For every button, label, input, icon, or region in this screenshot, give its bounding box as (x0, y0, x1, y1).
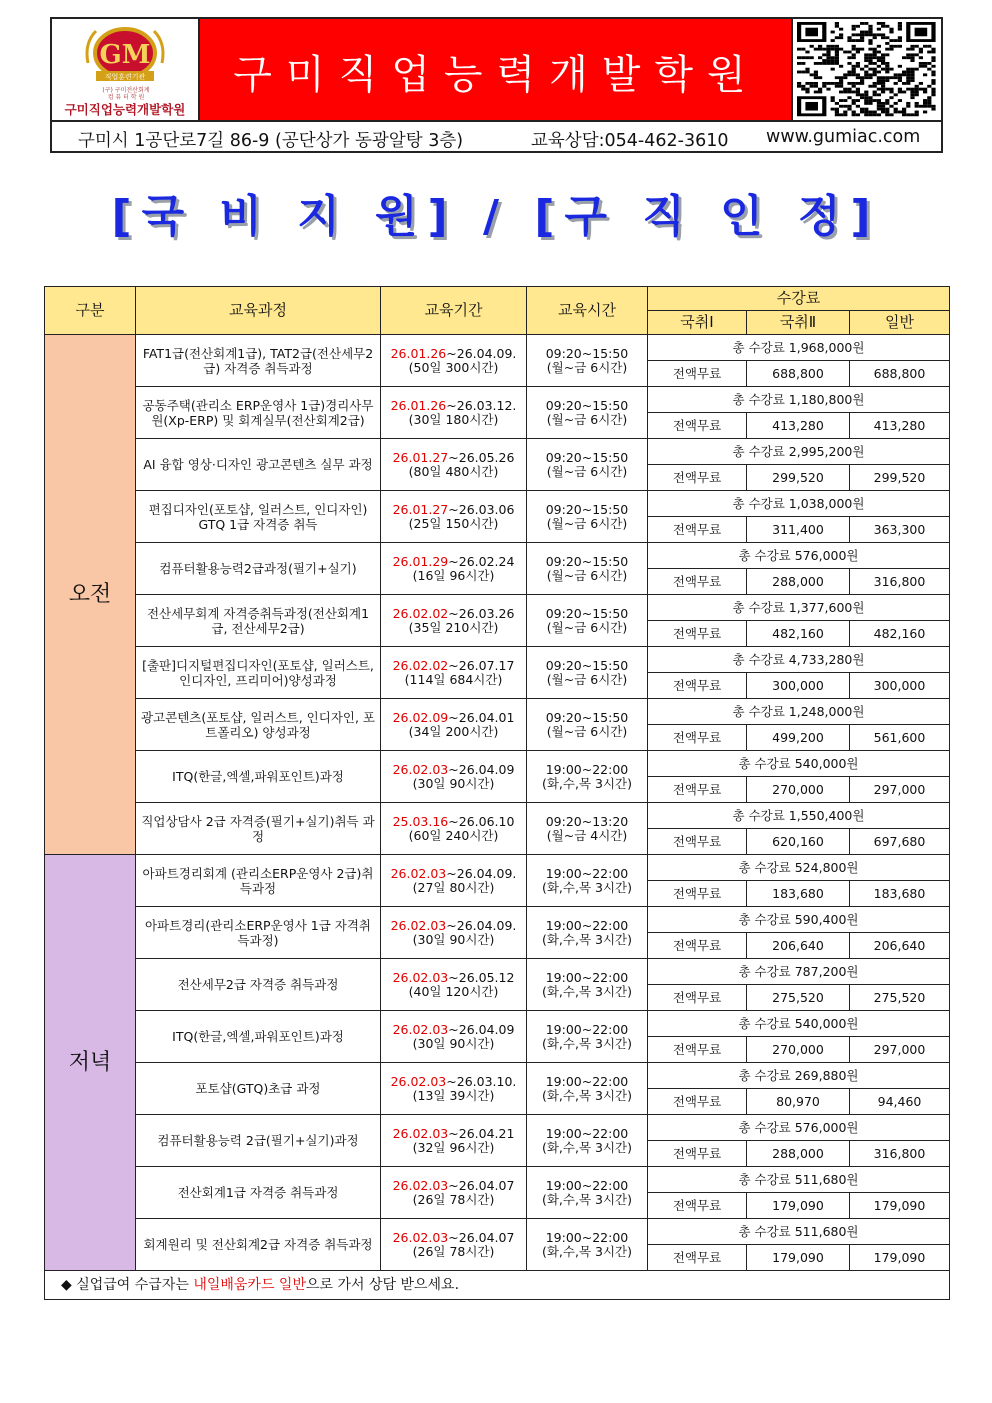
fee-kukchwi2: 688,800 (747, 361, 850, 387)
days-week: (월~금 6시간) (546, 359, 628, 375)
total-fee: 총 수강료 269,880원 (648, 1063, 950, 1089)
end-date: ~26.04.07 (448, 1177, 515, 1193)
course-time (527, 1115, 648, 1167)
fee-kukchwi2: 270,000 (747, 777, 850, 803)
gm-logo-icon (82, 23, 168, 93)
hours: 19:00~22:00 (545, 761, 629, 777)
fee-kukchwi1: 전액무료 (648, 1141, 747, 1167)
total-fee: 총 수강료 540,000원 (648, 1011, 950, 1037)
days-week: (월~금 6시간) (546, 619, 628, 635)
fee-general: 561,600 (850, 725, 950, 751)
footer-note-row (45, 1271, 950, 1300)
academy-title: 구미직업능력개발학원 (233, 52, 760, 98)
course-time (527, 1011, 648, 1063)
course-days: (25일 150시간) (408, 515, 499, 531)
total-fee: 총 수강료 590,400원 (648, 907, 950, 933)
fee-general: 316,800 (850, 569, 950, 595)
hours: 19:00~22:00 (545, 865, 629, 881)
fee-kukchwi1: 전액무료 (648, 465, 747, 491)
course-days: (26일 78시간) (412, 1191, 495, 1207)
table-row (45, 491, 950, 517)
course-name: 아파트경리회계 (관리소ERP운영사 2급)취득과정 (136, 855, 381, 907)
note-text: 실업급여 수급자는 (76, 1276, 194, 1293)
total-fee: 총 수강료 511,680원 (648, 1167, 950, 1193)
logo (52, 19, 200, 120)
total-fee: 총 수강료 1,038,000원 (648, 491, 950, 517)
course-days: (32일 96시간) (412, 1139, 495, 1155)
end-date: ~26.04.09. (446, 865, 517, 881)
start-date: 26.02.03 (390, 1073, 447, 1089)
start-date: 26.02.02 (392, 657, 449, 673)
end-date: ~26.02.24 (448, 553, 515, 569)
course-days: (16일 96시간) (412, 567, 495, 583)
start-date: 26.01.27 (392, 449, 449, 465)
svg-text:GM: GM (99, 40, 151, 70)
course-time (527, 335, 648, 387)
header-fee1: 국취Ⅰ (648, 311, 747, 335)
days-week: (화,수,목 3시간) (541, 1087, 632, 1103)
fee-general: 697,680 (850, 829, 950, 855)
table-row (45, 543, 950, 569)
course-name: 전산세무2급 자격증 취득과정 (136, 959, 381, 1011)
start-date: 26.01.26 (390, 397, 447, 413)
hours: 19:00~22:00 (545, 1021, 629, 1037)
course-time (527, 595, 648, 647)
fee-kukchwi1: 전액무료 (648, 829, 747, 855)
header-fee3: 일반 (850, 311, 950, 335)
course-name: 포토샵(GTQ)초급 과정 (136, 1063, 381, 1115)
start-date: 26.01.26 (390, 345, 447, 361)
days-week: (화,수,목 3시간) (541, 931, 632, 947)
end-date: ~26.04.09 (448, 761, 515, 777)
days-week: (화,수,목 3시간) (541, 983, 632, 999)
start-date: 25.03.16 (392, 813, 449, 829)
days-week: (화,수,목 3시간) (541, 1191, 632, 1207)
hours: 09:20~15:50 (545, 657, 629, 673)
total-fee: 총 수강료 2,995,200원 (648, 439, 950, 465)
fee-kukchwi2: 299,520 (747, 465, 850, 491)
course-period (381, 491, 527, 543)
course-period (381, 907, 527, 959)
header-time: 교육시간 (527, 287, 648, 335)
course-period (381, 335, 527, 387)
end-date: ~26.04.01 (448, 709, 515, 725)
fee-kukchwi1: 전액무료 (648, 881, 747, 907)
fee-general: 275,520 (850, 985, 950, 1011)
total-fee: 총 수강료 511,680원 (648, 1219, 950, 1245)
start-date: 26.02.03 (392, 1021, 449, 1037)
note-highlight: 내일배움카드 일반 (193, 1276, 306, 1293)
fee-kukchwi2: 482,160 (747, 621, 850, 647)
course-period (381, 647, 527, 699)
start-date: 26.02.03 (392, 1229, 449, 1245)
course-days: (30일 90시간) (412, 1035, 495, 1051)
days-week: (화,수,목 3시간) (541, 775, 632, 791)
fee-kukchwi1: 전액무료 (648, 413, 747, 439)
fee-kukchwi2: 179,090 (747, 1193, 850, 1219)
fee-kukchwi2: 413,280 (747, 413, 850, 439)
fee-kukchwi2: 275,520 (747, 985, 850, 1011)
course-period (381, 751, 527, 803)
course-period (381, 595, 527, 647)
fee-kukchwi1: 전액무료 (648, 725, 747, 751)
group-label: 오전 (45, 335, 136, 855)
hours: 09:20~15:50 (545, 605, 629, 621)
logo-name: 구미직업능력개발학원 (64, 102, 186, 117)
days-week: (월~금 6시간) (546, 671, 628, 687)
course-time (527, 959, 648, 1011)
course-days: (13일 39시간) (412, 1087, 495, 1103)
fee-kukchwi1: 전액무료 (648, 777, 747, 803)
end-date: ~26.05.26 (448, 449, 515, 465)
hours: 19:00~22:00 (545, 1177, 629, 1193)
fee-general: 299,520 (850, 465, 950, 491)
end-date: ~26.04.07 (448, 1229, 515, 1245)
course-period (381, 387, 527, 439)
hours: 19:00~22:00 (545, 917, 629, 933)
course-period (381, 1011, 527, 1063)
start-date: 26.02.03 (390, 917, 447, 933)
fee-kukchwi1: 전액무료 (648, 1037, 747, 1063)
fee-kukchwi1: 전액무료 (648, 1193, 747, 1219)
total-fee: 총 수강료 1,968,000원 (648, 335, 950, 361)
days-week: (월~금 6시간) (546, 411, 628, 427)
fee-general: 94,460 (850, 1089, 950, 1115)
course-time (527, 907, 648, 959)
course-days: (35일 210시간) (408, 619, 499, 635)
course-name: 컴퓨터활용능력2급과정(필기+실기) (136, 543, 381, 595)
table-row (45, 1219, 950, 1245)
header-course: 교육과정 (136, 287, 381, 335)
table-row (45, 855, 950, 881)
total-fee: 총 수강료 1,377,600원 (648, 595, 950, 621)
start-date: 26.02.03 (390, 865, 447, 881)
total-fee: 총 수강료 4,733,280원 (648, 647, 950, 673)
table-row (45, 647, 950, 673)
table-row (45, 387, 950, 413)
course-period (381, 959, 527, 1011)
logo-subtitle: 컴 퓨 터 학 원 (107, 94, 145, 101)
diamond-bullet-icon: ◆ (61, 1276, 72, 1293)
course-period (381, 699, 527, 751)
course-name: 컴퓨터활용능력 2급(필기+실기)과정 (136, 1115, 381, 1167)
svg-text:직업훈련기관: 직업훈련기관 (104, 73, 146, 81)
contact-bar (52, 120, 941, 151)
course-name: AI 융합 영상·디자인 광고콘텐츠 실무 과정 (136, 439, 381, 491)
course-days: (50일 300시간) (408, 359, 499, 375)
course-period (381, 1167, 527, 1219)
course-time (527, 699, 648, 751)
end-date: ~26.04.09. (446, 917, 517, 933)
total-fee: 총 수강료 540,000원 (648, 751, 950, 777)
table-row (45, 1063, 950, 1089)
course-table (44, 286, 950, 1300)
hours: 09:20~13:20 (545, 813, 629, 829)
start-date: 26.01.27 (392, 501, 449, 517)
note-text: 으로 가서 상담 받으세요. (305, 1276, 460, 1293)
start-date: 26.02.03 (392, 761, 449, 777)
end-date: ~26.04.09 (448, 1021, 515, 1037)
fee-kukchwi2: 179,090 (747, 1245, 850, 1271)
fee-kukchwi2: 270,000 (747, 1037, 850, 1063)
end-date: ~26.04.21 (448, 1125, 515, 1141)
course-name: 직업상담사 2급 자격증(필기+실기)취득 과정 (136, 803, 381, 855)
table-row (45, 595, 950, 621)
fee-general: 316,800 (850, 1141, 950, 1167)
table-row (45, 335, 950, 361)
days-week: (월~금 4시간) (546, 827, 628, 843)
course-name: ITQ(한글,엑셀,파워포인트)과정 (136, 1011, 381, 1063)
start-date: 26.02.03 (392, 1177, 449, 1193)
fee-kukchwi1: 전액무료 (648, 621, 747, 647)
hours: 19:00~22:00 (545, 1229, 629, 1245)
fee-kukchwi2: 183,680 (747, 881, 850, 907)
fee-kukchwi2: 206,640 (747, 933, 850, 959)
phone[interactable]: 교육상담:054-462-3610 (531, 131, 729, 151)
course-days: (30일 90시간) (412, 931, 495, 947)
hours: 19:00~22:00 (545, 969, 629, 985)
days-week: (월~금 6시간) (546, 515, 628, 531)
table-row (45, 1167, 950, 1193)
course-name: [출판]디지털편집디자인(포토샵, 일러스트, 인디자인, 프리미어)양성과정 (136, 647, 381, 699)
header-period: 교육기간 (381, 287, 527, 335)
end-date: ~26.03.06 (448, 501, 515, 517)
total-fee: 총 수강료 576,000원 (648, 1115, 950, 1141)
course-time (527, 543, 648, 595)
course-name: 공동주택(관리소 ERP운영사 1급)경리사무원(Xp-ERP) 및 회계실무(전산회계2급) (136, 387, 381, 439)
page-title: [국 비 지 원] / [구 직 인 정] (111, 191, 881, 242)
table-row (45, 1115, 950, 1141)
fee-kukchwi2: 288,000 (747, 569, 850, 595)
course-time (527, 803, 648, 855)
table-row (45, 959, 950, 985)
total-fee: 총 수강료 787,200원 (648, 959, 950, 985)
end-date: ~26.05.12 (448, 969, 515, 985)
days-week: (화,수,목 3시간) (541, 1243, 632, 1259)
days-week: (월~금 6시간) (546, 567, 628, 583)
course-period (381, 803, 527, 855)
course-days: (30일 180시간) (408, 411, 499, 427)
days-week: (화,수,목 3시간) (541, 1139, 632, 1155)
course-period (381, 543, 527, 595)
address: 구미시 1공단로7길 86-9 (공단상가 동광알탕 3층) (78, 131, 464, 151)
fee-general: 482,160 (850, 621, 950, 647)
course-days: (60일 240시간) (408, 827, 499, 843)
website-link[interactable]: www.gumiac.com (766, 127, 921, 147)
fee-kukchwi1: 전액무료 (648, 933, 747, 959)
days-week: (월~금 6시간) (546, 723, 628, 739)
header (50, 17, 943, 153)
header-group: 구분 (45, 287, 136, 335)
course-days: (30일 90시간) (412, 775, 495, 791)
end-date: ~26.04.09. (446, 345, 517, 361)
total-fee: 총 수강료 576,000원 (648, 543, 950, 569)
total-fee: 총 수강료 1,248,000원 (648, 699, 950, 725)
logo-subtitle: (구) 구미전산회계 (102, 87, 150, 94)
course-days: (26일 78시간) (412, 1243, 495, 1259)
course-name: 편집디자인(포토샵, 일러스트, 인디자인) GTQ 1급 자격증 취득 (136, 491, 381, 543)
course-days: (114일 684시간) (404, 671, 503, 687)
course-name: ITQ(한글,엑셀,파워포인트)과정 (136, 751, 381, 803)
course-time (527, 1063, 648, 1115)
days-week: (화,수,목 3시간) (541, 1035, 632, 1051)
course-name: 전산세무회계 자격증취득과정(전산회계1급, 전산세무2급) (136, 595, 381, 647)
fee-general: 206,640 (850, 933, 950, 959)
qr-code-icon[interactable] (793, 19, 941, 120)
course-name: 회계원리 및 전산회계2급 자격증 취득과정 (136, 1219, 381, 1271)
hours: 09:20~15:50 (545, 501, 629, 517)
course-period (381, 439, 527, 491)
course-name: 전산회계1급 자격증 취득과정 (136, 1167, 381, 1219)
fee-kukchwi1: 전액무료 (648, 985, 747, 1011)
start-date: 26.02.03 (392, 969, 449, 985)
course-period (381, 1115, 527, 1167)
fee-general: 183,680 (850, 881, 950, 907)
course-time (527, 387, 648, 439)
total-fee: 총 수강료 1,180,800원 (648, 387, 950, 413)
course-time (527, 647, 648, 699)
end-date: ~26.03.10. (446, 1073, 517, 1089)
total-fee: 총 수강료 524,800원 (648, 855, 950, 881)
fee-general: 688,800 (850, 361, 950, 387)
course-time (527, 1167, 648, 1219)
header-fee: 수강료 (648, 287, 950, 311)
hours: 19:00~22:00 (545, 1073, 629, 1089)
course-time (527, 855, 648, 907)
table-row (45, 803, 950, 829)
hours: 09:20~15:50 (545, 553, 629, 569)
course-days: (40일 120시간) (408, 983, 499, 999)
fee-kukchwi1: 전액무료 (648, 569, 747, 595)
course-period (381, 855, 527, 907)
fee-kukchwi1: 전액무료 (648, 517, 747, 543)
table-row (45, 439, 950, 465)
start-date: 26.02.03 (392, 1125, 449, 1141)
table-row (45, 907, 950, 933)
start-date: 26.02.09 (392, 709, 449, 725)
fee-kukchwi2: 300,000 (747, 673, 850, 699)
course-days: (34일 200시간) (408, 723, 499, 739)
header-fee2: 국취Ⅱ (747, 311, 850, 335)
course-name: 광고콘텐츠(포토샵, 일러스트, 인디자인, 포트폴리오) 양성과정 (136, 699, 381, 751)
hours: 09:20~15:50 (545, 709, 629, 725)
fee-kukchwi1: 전액무료 (648, 1245, 747, 1271)
course-days: (80일 480시간) (408, 463, 499, 479)
start-date: 26.02.02 (392, 605, 449, 621)
hours: 09:20~15:50 (545, 397, 629, 413)
end-date: ~26.03.12. (446, 397, 517, 413)
title-banner (200, 19, 793, 120)
fee-kukchwi2: 311,400 (747, 517, 850, 543)
fee-general: 413,280 (850, 413, 950, 439)
table-row (45, 751, 950, 777)
total-fee: 총 수강료 1,550,400원 (648, 803, 950, 829)
course-name: 아파트경리(관리소ERP운영사 1급 자격취득과정) (136, 907, 381, 959)
hours: 19:00~22:00 (545, 1125, 629, 1141)
course-name: FAT1급(전산회계1급), TAT2급(전산세무2급) 자격증 취득과정 (136, 335, 381, 387)
course-period (381, 1063, 527, 1115)
fee-general: 297,000 (850, 777, 950, 803)
footer-note (45, 1271, 950, 1300)
fee-kukchwi1: 전액무료 (648, 1089, 747, 1115)
fee-general: 363,300 (850, 517, 950, 543)
table-row (45, 699, 950, 725)
fee-general: 297,000 (850, 1037, 950, 1063)
course-period (381, 1219, 527, 1271)
fee-general: 300,000 (850, 673, 950, 699)
group-label: 저녁 (45, 855, 136, 1271)
end-date: ~26.07.17 (448, 657, 515, 673)
days-week: (화,수,목 3시간) (541, 879, 632, 895)
fee-general: 179,090 (850, 1245, 950, 1271)
hours: 09:20~15:50 (545, 345, 629, 361)
end-date: ~26.06.10 (448, 813, 515, 829)
fee-kukchwi2: 80,970 (747, 1089, 850, 1115)
course-time (527, 751, 648, 803)
fee-kukchwi2: 620,160 (747, 829, 850, 855)
hours: 09:20~15:50 (545, 449, 629, 465)
table-row (45, 1011, 950, 1037)
days-week: (월~금 6시간) (546, 463, 628, 479)
fee-kukchwi1: 전액무료 (648, 361, 747, 387)
end-date: ~26.03.26 (448, 605, 515, 621)
fee-kukchwi2: 499,200 (747, 725, 850, 751)
fee-kukchwi1: 전액무료 (648, 673, 747, 699)
course-time (527, 491, 648, 543)
fee-general: 179,090 (850, 1193, 950, 1219)
start-date: 26.01.29 (392, 553, 449, 569)
fee-kukchwi2: 288,000 (747, 1141, 850, 1167)
course-time (527, 439, 648, 491)
course-time (527, 1219, 648, 1271)
course-days: (27일 80시간) (412, 879, 495, 895)
